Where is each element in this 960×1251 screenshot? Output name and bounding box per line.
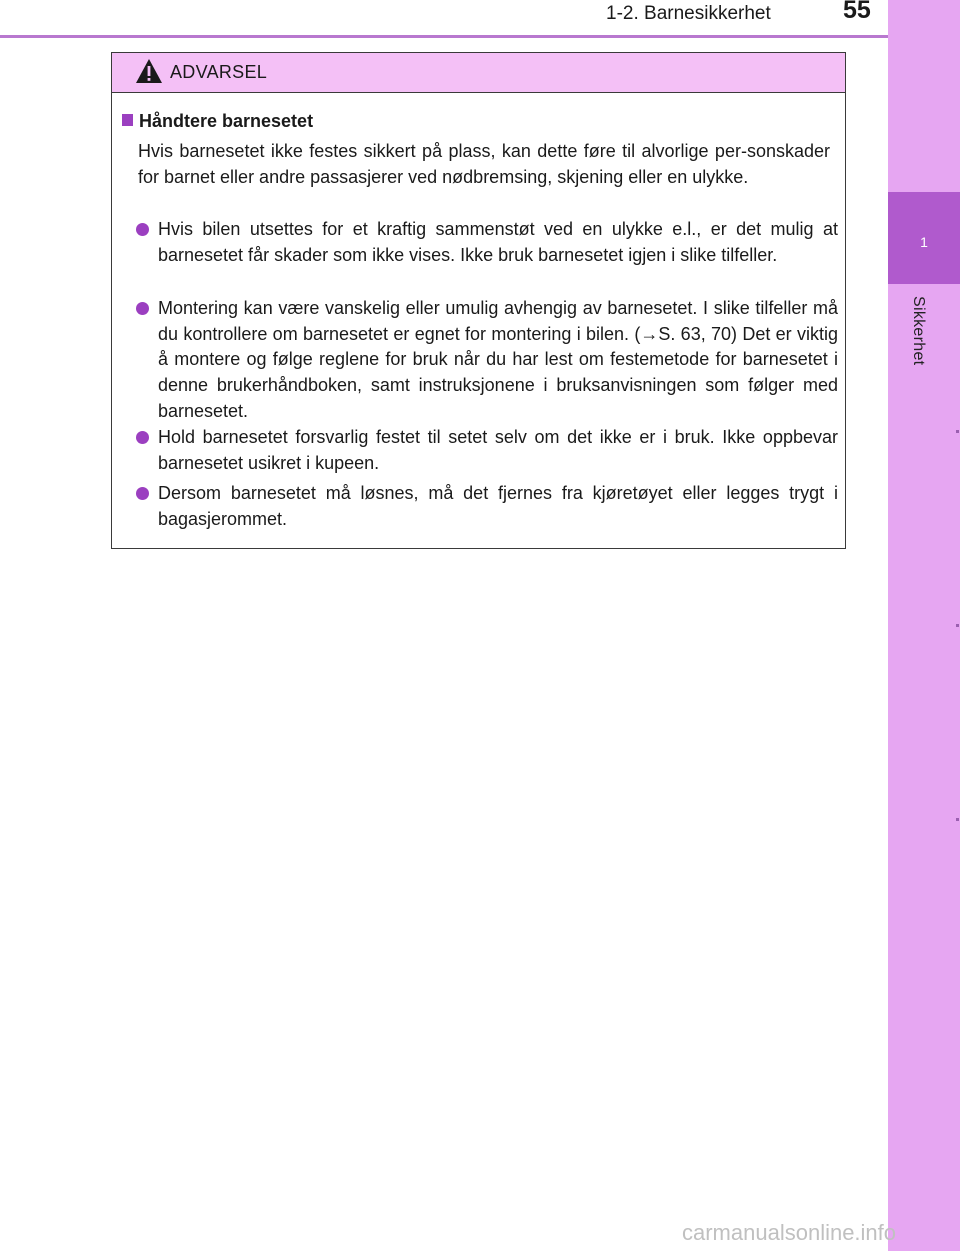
chapter-tab[interactable]: 1: [888, 192, 960, 284]
header-divider: [0, 35, 888, 38]
circle-bullet-icon: [136, 487, 149, 500]
intro-paragraph: Hvis barnesetet ikke festes sikkert på plass, kan dette føre til alvorlige per-sonskader for barnet eller andre passasjerer ved nødbremsing, skjening eller en ulykke.: [138, 141, 830, 187]
warning-box: [111, 52, 846, 549]
side-marker: [956, 818, 959, 821]
list-item-text: Hold barnesetet forsvarlig festet til setet selv om det ikke er i bruk. Ikke oppbevar barnesetet usikret i kupeen.: [158, 427, 838, 473]
section-heading-text: Håndtere barnesetet: [139, 111, 314, 131]
circle-bullet-icon: [136, 302, 149, 315]
list-item-text: Dersom barnesetet må løsnes, må det fjernes fra kjøretøyet eller legges trygt i bagasjerommet.: [158, 483, 838, 529]
section-title: 1-2. Barnesikkerhet: [606, 3, 771, 24]
side-tab-strip: [888, 0, 960, 1251]
watermark: carmanualsonline.info: [682, 1220, 897, 1245]
list-item-text: Montering kan være vanskelig eller umulig avhengig av barnesetet. I slike tilfeller må du kontrollere om barnesetet er egnet for montering i bilen. (→S. 63, 70) Det er viktig å montere og følge reglene for bruk når du har lest om festemetode for barnesetet i denne brukerhåndboken, samt instruksjonene i bruksanvisningen som følger med barnesetet.: [158, 298, 838, 421]
warning-triangle-icon: [135, 58, 163, 84]
page-number: 55: [843, 0, 871, 24]
circle-bullet-icon: [136, 431, 149, 444]
list-item-text: Hvis bilen utsettes for et kraftig sammenstøt ved en ulykke e.l., er det mulig at barnesetet får skader som ikke vises. Ikke bruk barnesetet igjen i slike tilfeller.: [158, 219, 838, 265]
circle-bullet-icon: [136, 223, 149, 236]
warning-title: ADVARSEL: [170, 62, 268, 82]
chapter-label: Sikkerhet: [910, 296, 927, 366]
warning-header: [112, 53, 845, 93]
square-bullet-icon: [122, 114, 133, 126]
side-marker: [956, 430, 959, 433]
section-heading: [122, 111, 313, 132]
side-marker: [956, 624, 959, 627]
